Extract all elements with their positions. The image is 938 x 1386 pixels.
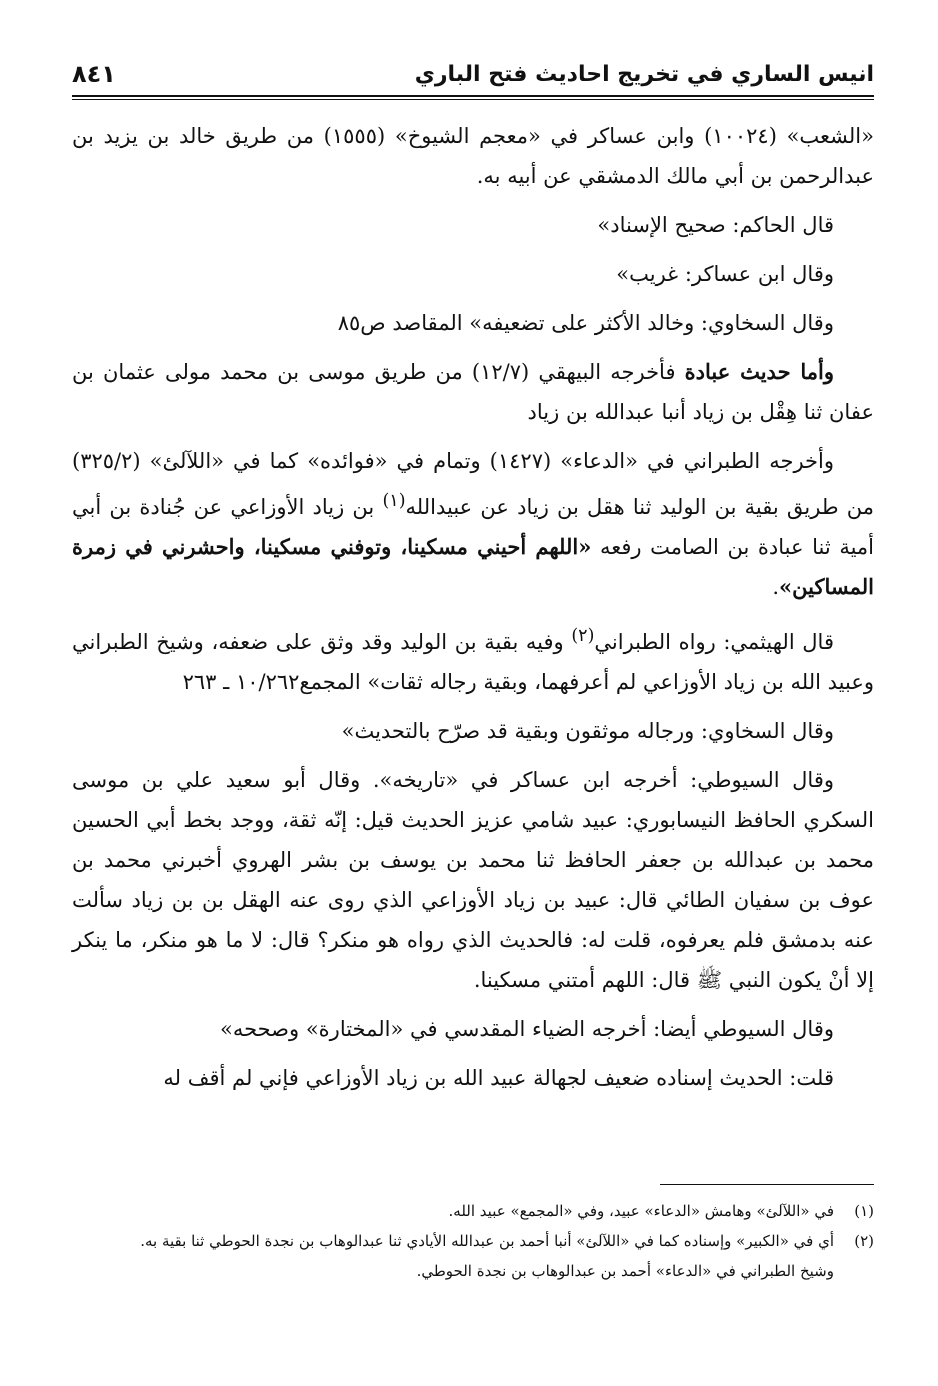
paragraph: قلت: الحديث إسناده ضعيف لجهالة عبيد الله بن زياد الأوزاعي فإني لم أقف له [163,1066,834,1090]
page-number: ٨٤١ [72,60,116,88]
text-run: قال الهيثمي: رواه الطبراني [594,630,834,654]
paragraph: وقال السيوطي أيضا: أخرجه الضياء المقدسي في «المختارة» وصححه» [219,1017,834,1041]
header-rule-thin [72,99,874,100]
paragraph: وقال ابن عساكر: غريب» [616,262,834,286]
footnote-number: (٢) [854,1232,874,1250]
footnote-continuation: وشيخ الطبراني في «الدعاء» أحمد بن عبدالوهاب بن نجدة الحوطي. [416,1262,834,1280]
text-run: وفيه بقية بن الوليد وقد وثق على ضعفه، وشيخ الطبراني وعبيد الله بن زياد الأوزاعي لم أعرفهما، وبقية رجاله ثقات» المجمع١٠/٢٦٢ ـ ٢٦٣ [72,630,874,694]
hadith-text: «اللهم أحيني مسكينا، وتوفني مسكينا، واحشرني في زمرة المساكين» [72,534,874,599]
text-run: فأخرجه البيهقي (١٢/٧) من طريق موسى بن محمد مولى عثمان بن عفان ثنا هِقْل بن زياد أنبا عبدالله بن زياد [72,360,874,424]
paragraph: «الشعب» (١٠٠٢٤) وابن عساكر في «معجم الشيوخ» (١٥٥٥) من طريق خالد بن يزيد بن عبدالرحمن بن أبي مالك الدمشقي عن أبيه به. [72,124,874,188]
text-run: . [772,575,780,599]
paragraph [72,352,874,432]
footnote-rule [660,1184,874,1185]
main-text [72,116,874,1107]
paragraph: وقال السخاوي: ورجاله موثقون وبقية قد صرّح بالتحديث» [341,719,834,743]
footnote [72,1196,874,1226]
header-rule-thick [72,95,874,97]
footnotes [72,1196,874,1286]
footnote-ref: (٢) [571,626,595,646]
book-title: انيس الساري في تخريج احاديث فتح الباري [414,62,874,87]
paragraph [72,441,874,607]
paragraph: قال الحاكم: صحيح الإسناد» [597,213,834,237]
footnote-ref: (١) [382,491,406,511]
running-header [72,58,874,94]
footnote-text: في «اللآلئ» وهامش «الدعاء» عبيد، وفي «المجمع» عبيد الله. [448,1202,834,1220]
footnote [72,1226,874,1256]
footnote-text: أي في «الكبير» وإسناده كما في «اللآلئ» أنبا أحمد بن عبدالله الأيادي ثنا عبدالوهاب بن نجدة الحوطي ثنا بقية به. [140,1232,834,1250]
footnote-number: (١) [854,1202,874,1220]
text-run: بن زياد الأوزاعي عن جُنادة بن أبي أمية ثنا عبادة بن الصامت رفعه [72,495,874,559]
paragraph [72,616,874,702]
paragraph: وقال السيوطي: أخرجه ابن عساكر في «تاريخه». وقال أبو سعيد علي بن موسى السكري الحافظ النيسابوري: عبيد شامي عزيز الحديث قيل: إنّه ثقة، ووجد بخط أبي الحسين محمد بن عبدالله بن جعفر الحافظ ثنا محمد بن يوسف بن بشر الهروي أخبرني محمد بن عوف بن سفيان الطائي قال: عبيد بن زياد الأوزاعي الذي روى عنه الهقل بن بن زياد سألت عنه بدمشق فلم يعرفوه، قلت له: فالحديث الذي رواه هو منكر؟ قال: لا ما هو منكر، ما ينكر إلا أنْ يكون النبي ﷺ قال: اللهم أمتني مسكينا. [72,768,874,992]
text-run: وأخرجه الطبراني في «الدعاء» (١٤٢٧) وتمام في «فوائده» كما في «اللآلئ» (٣٢٥/٢) من طريق بقية بن الوليد ثنا هقل بن زياد عن عبيدالله [72,449,874,519]
bold-heading: وأما حديث عبادة [684,359,834,384]
paragraph: وقال السخاوي: وخالد الأكثر على تضعيفه» المقاصد ص٨٥ [337,311,834,335]
